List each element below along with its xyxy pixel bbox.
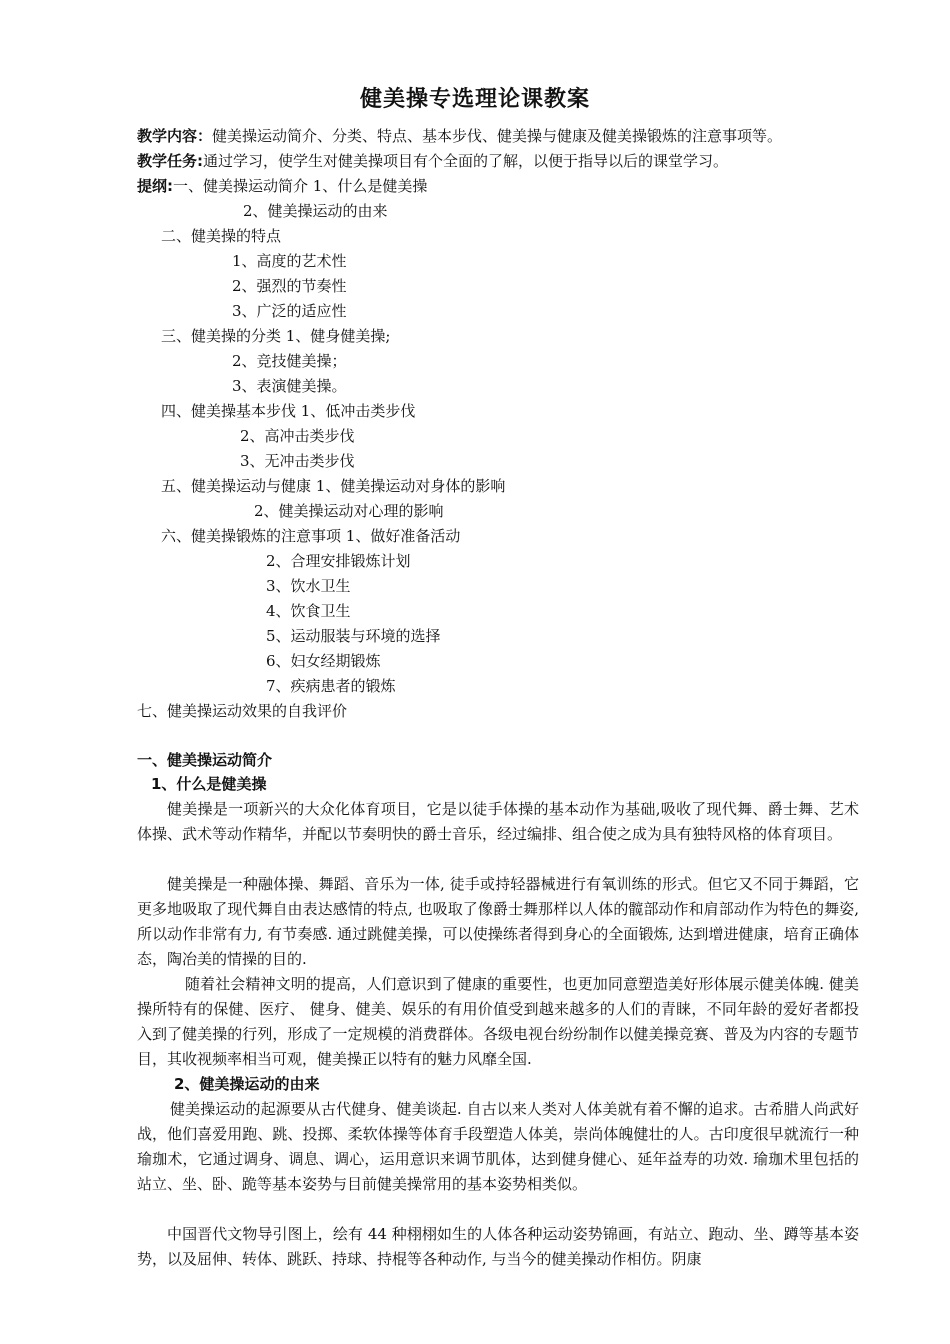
outline-line: 2、合理安排锻炼计划 xyxy=(266,552,411,570)
outline-line: 3、广泛的适应性 xyxy=(232,302,347,320)
outline-line: 7、疾病患者的锻炼 xyxy=(266,677,396,695)
section-heading: 一、健美操运动简介 xyxy=(137,751,273,769)
paragraph: 健美操运动的起源要从古代健身、健美谈起. 自古以来人类对人体美就有着不懈的追求。古希腊人尚武好战，他们喜爱用跑、跳、投掷、柔软体操等体育手段塑造人体美，崇尚体魄健壮的人。古印度很早就流行一种瑜珈术，它通过调身、调息、调心，运用意识来调节肌体，达到健身健心、延年益寿的功效. 瑜珈术里包括的站立、坐、卧、跪等基本姿势与目前健美操常用的基本姿势相类似。 xyxy=(137,1100,859,1193)
outline-line: 2、高冲击类步伐 xyxy=(240,427,355,445)
outline-line: 2、健美操运动的由来 xyxy=(243,202,388,220)
outline-line: 五、健美操运动与健康 1、健美操运动对身体的影响 xyxy=(161,477,506,495)
teaching-task-text: 通过学习，使学生对健美操项目有个全面的了解，以便于指导以后的课堂学习。 xyxy=(203,152,729,170)
outline-row-1 xyxy=(137,174,427,199)
outline-line: 2、强烈的节奏性 xyxy=(232,277,347,295)
outline-line: 3、饮水卫生 xyxy=(266,577,351,595)
teaching-content-text: 健美操运动简介、分类、特点、基本步伐、健美操与健康及健美操锻炼的注意事项等。 xyxy=(212,127,783,145)
outline-line: 三、健美操的分类 1、健身健美操; xyxy=(161,327,391,345)
outline-line: 3、表演健美操。 xyxy=(232,377,347,395)
outline-line: 六、健美操锻炼的注意事项 1、做好准备活动 xyxy=(161,527,461,545)
outline-line: 七、健美操运动效果的自我评价 xyxy=(137,702,348,720)
outline-line: 一、健美操运动简介 1、什么是健美操 xyxy=(173,177,428,195)
outline-line: 二、健美操的特点 xyxy=(161,227,282,245)
teaching-content-label: 教学内容： xyxy=(137,127,213,145)
outline-line: 2、健美操运动对心理的影响 xyxy=(254,502,444,520)
page-title: 健美操专选理论课教案 xyxy=(359,87,590,112)
outline-label: 提纲: xyxy=(137,177,173,195)
outline-line: 2、竞技健美操； xyxy=(232,352,347,370)
outline-line: 6、妇女经期锻炼 xyxy=(266,652,381,670)
outline-line: 四、健美操基本步伐 1、低冲击类步伐 xyxy=(161,402,416,420)
outline-line: 4、饮食卫生 xyxy=(266,602,351,620)
outline-line: 5、运动服装与环境的选择 xyxy=(266,627,441,645)
teaching-content-row xyxy=(137,124,782,149)
teaching-task-row xyxy=(137,149,728,174)
paragraph: 随着社会精神文明的提高，人们意识到了健康的重要性，也更加同意塑造美好形体展示健美体魄. 健美操所特有的保健、医疗、 健身、健美、娱乐的有用价值受到越来越多的人们的青睐，不同年龄的爱好者都投入到了健美操的行列，形成了一定规模的消费群体。各级电视台纷纷制作以健美操竞赛、普及为内容的专题节目，其收视频率相当可观，健美操正以特有的魅力风靡全国. xyxy=(137,975,859,1068)
outline-line: 1、高度的艺术性 xyxy=(232,252,347,270)
paragraph: 中国晋代文物导引图上，绘有 44 种栩栩如生的人体各种运动姿势锦画，有站立、跑动、坐、蹲等基本姿势，以及屈伸、转体、跳跃、持球、持棍等各种动作, 与当今的健美操动作相仿。阴康 xyxy=(137,1225,859,1268)
paragraph: 健美操是一项新兴的大众化体育项目，它是以徒手体操的基本动作为基础,吸收了现代舞、爵士舞、艺术体操、武术等动作精华，并配以节奏明快的爵士音乐，经过编排、组合使之成为具有独特风格的体育项目。 xyxy=(137,800,859,843)
outline-line: 3、无冲击类步伐 xyxy=(240,452,355,470)
teaching-task-label: 教学任务: xyxy=(137,152,203,170)
subsection-heading: 1、什么是健美操 xyxy=(151,775,267,793)
subsection-heading: 2、健美操运动的由来 xyxy=(174,1075,320,1093)
paragraph: 健美操是一种融体操、舞蹈、音乐为一体, 徒手或持轻器械进行有氧训练的形式。但它又不同于舞蹈，它更多地吸取了现代舞自由表达感情的特点, 也吸取了像爵士舞那样以人体的髋部动作和肩部动作为特色的舞姿, 所以动作非常有力, 有节奏感. 通过跳健美操，可以使操练者得到身心的全面锻炼, 达到增进健康，培育正确体态，陶冶美的情操的目的. xyxy=(137,875,859,968)
